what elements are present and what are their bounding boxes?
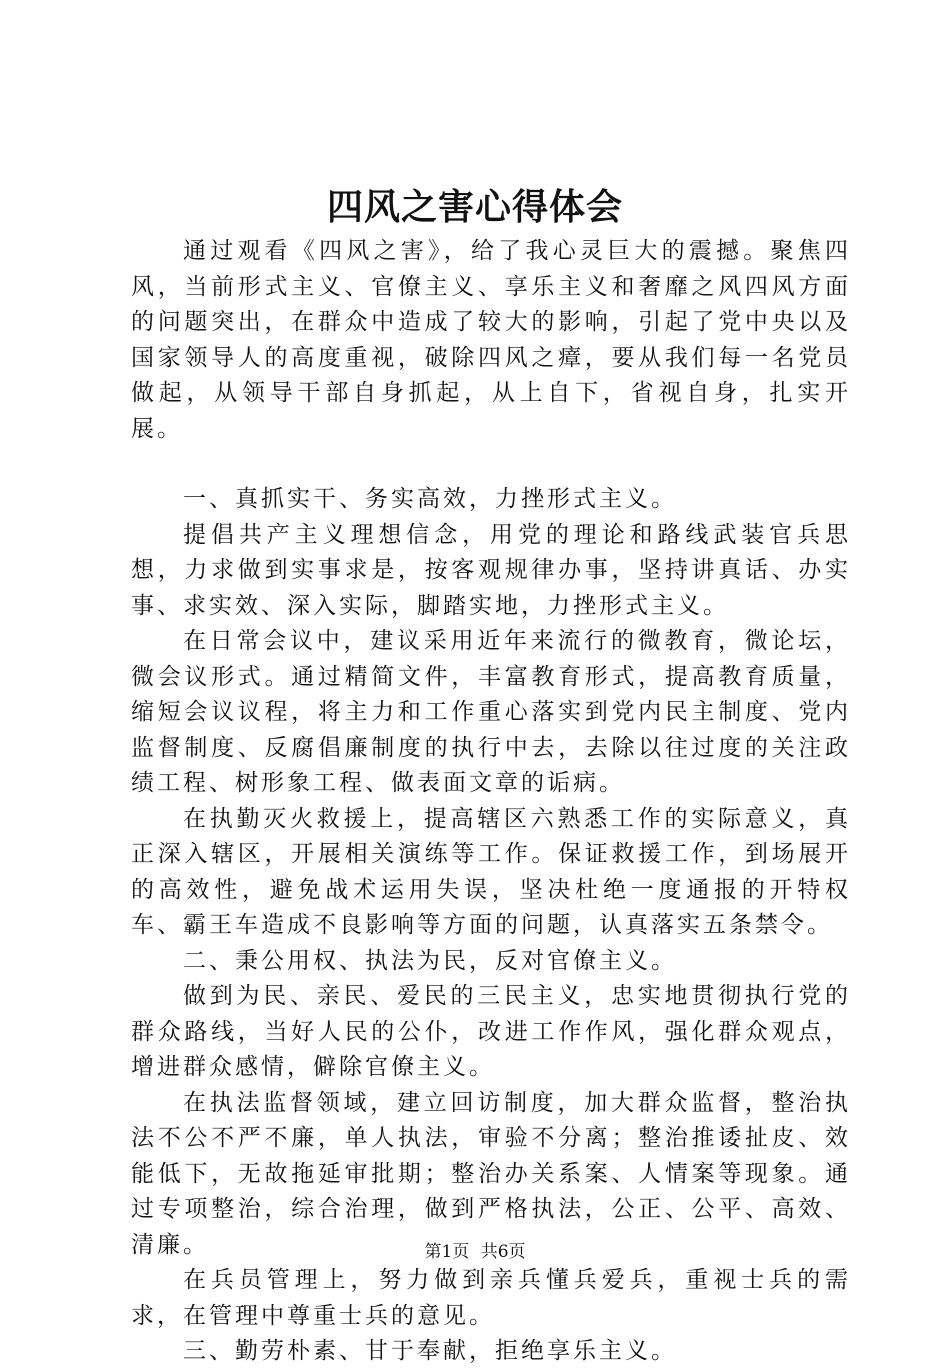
section-heading-1: 一、真抓实干、务实高效，力挫形式主义。: [183, 486, 677, 512]
body-paragraph: 在日常会议中，建议采用近年来流行的微教育，微论坛，微会议形式。通过精简文件，丰富教育形式，提高教育质量，缩短会议议程，将主力和工作重心落实到党内民主制度、党内监督制度、反腐倡廉制度的执行中去，去除以往过度的关注政绩工程、树形象工程、做表面文章的诟病。: [131, 628, 851, 796]
total-page-count: 共6页: [480, 1242, 526, 1262]
section-heading-3: 三、勤劳朴素、甘于奉献，拒绝享乐主义。: [183, 1338, 677, 1364]
section-heading-2: 二、秉公用权、执法为民，反对官僚主义。: [183, 947, 677, 974]
body-paragraph: 在兵员管理上，努力做到亲兵懂兵爱兵，重视士兵的需求，在管理中尊重士兵的意见。: [131, 1267, 851, 1329]
body-paragraph: 在执法监督领域，建立回访制度，加大群众监督，整治执法不公不严不廉，单人执法，审验不分离；整治推诿扯皮、效能低下，无故拖延审批期；整治办关系案、人情案等现象。通过专项整治，综合治理，做到严格执法，公正、公平、高效、清廉。: [131, 1089, 851, 1258]
document-body: [131, 234, 851, 1370]
body-paragraph: 提倡共产主义理想信念，用党的理论和路线武装官兵思想，力求做到实事求是，按客观规律办事，坚持讲真话、办实事、求实效、深入实际，脚踏实地，力挫形式主义。: [131, 521, 851, 619]
page-footer: [0, 1240, 950, 1264]
body-paragraph: 在执勤灭火救援上，提高辖区六熟悉工作的实际意义，真正深入辖区，开展相关演练等工作。保证救援工作，到场展开的高效性，避免战术运用失误，坚决杜绝一度通报的开特权车、霸王车造成不良影响等方面的问题，认真落实五条禁令。: [131, 805, 851, 938]
intro-paragraph: 通过观看《四风之害》，给了我心灵巨大的震撼。聚焦四风，当前形式主义、官僚主义、享乐主义和奢靡之风四风方面的问题突出，在群众中造成了较大的影响，引起了党中央以及国家领导人的高度重视，破除四风之瘴，要从我们每一名党员做起，从领导干部自身抓起，从上自下，省视自身，扎实开展。: [131, 238, 851, 442]
page-title: 四风之害心得体会: [326, 186, 623, 228]
body-paragraph: 做到为民、亲民、爱民的三民主义，忠实地贯彻执行党的群众路线，当好人民的公仆，改进工作作风，强化群众观点，增进群众感情，僻除官僚主义。: [131, 983, 851, 1080]
current-page-number: 第1页: [424, 1242, 470, 1262]
